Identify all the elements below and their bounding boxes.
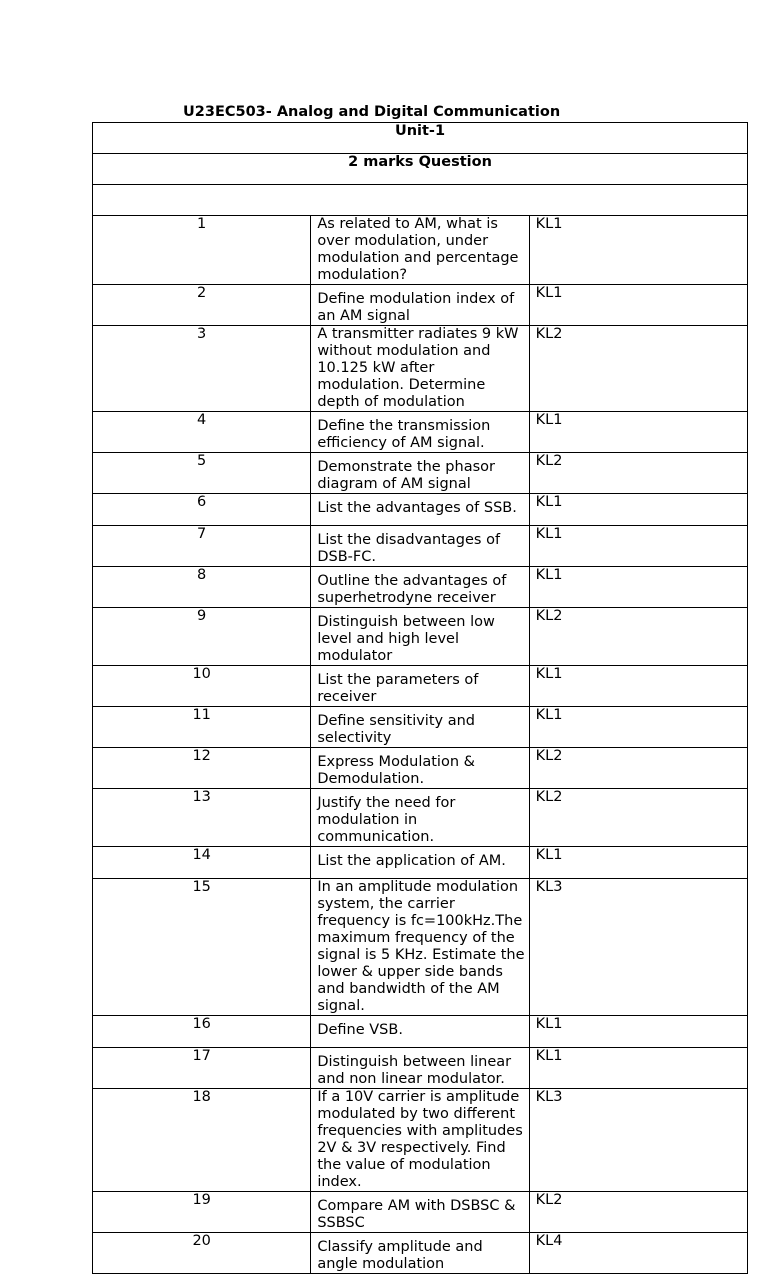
knowledge-level: KL2: [535, 326, 563, 342]
blank-cell: [93, 185, 748, 216]
knowledge-level-cell: [529, 216, 747, 285]
knowledge-level: KL1: [535, 494, 563, 510]
question-text-cell: [311, 879, 529, 1016]
question-number-cell: [93, 216, 311, 285]
question-row: [93, 1089, 748, 1192]
question-number-cell: [93, 494, 311, 526]
question-text-cell: [311, 748, 529, 789]
knowledge-level-cell: [529, 1048, 747, 1089]
question-text: Demonstrate the phasor diagram of AM signal: [317, 459, 495, 492]
question-row: [93, 1016, 748, 1048]
question-list: [93, 216, 748, 1274]
question-row: [93, 285, 748, 326]
knowledge-level: KL2: [535, 1192, 563, 1208]
question-text: List the disadvantages of DSB-FC.: [317, 532, 501, 565]
knowledge-level: KL2: [535, 789, 563, 805]
question-text-cell: [311, 789, 529, 847]
question-number-cell: [93, 879, 311, 1016]
question-number: 10: [192, 666, 211, 682]
question-text-cell: [311, 567, 529, 608]
knowledge-level-cell: [529, 567, 747, 608]
knowledge-level-cell: [529, 285, 747, 326]
question-number-cell: [93, 748, 311, 789]
question-text: Define VSB.: [317, 1022, 403, 1038]
question-text-cell: [311, 1233, 529, 1274]
question-number: 3: [197, 326, 207, 342]
question-number-cell: [93, 1233, 311, 1274]
question-text-cell: [311, 608, 529, 666]
question-number: 1: [197, 216, 207, 232]
question-number-cell: [93, 1192, 311, 1233]
question-text-cell: [311, 526, 529, 567]
knowledge-level-cell: [529, 1016, 747, 1048]
knowledge-level: KL1: [535, 216, 563, 232]
question-text: Define sensitivity and selectivity: [317, 713, 475, 746]
knowledge-level-cell: [529, 847, 747, 879]
question-text: Distinguish between linear and non linear modulator.: [317, 1054, 512, 1087]
blank-row: [93, 185, 748, 216]
knowledge-level: KL3: [535, 1089, 563, 1105]
question-text: In an amplitude modulation system, the carrier frequency is fc=100kHz.The maximum frequency of the signal is 5 KHz. Estimate the lower & upper side bands and bandwidth of the AM signal.: [317, 879, 525, 1014]
knowledge-level-cell: [529, 666, 747, 707]
question-text: List the application of AM.: [317, 853, 506, 869]
unit-label: Unit-1: [394, 123, 446, 139]
question-number-cell: [93, 847, 311, 879]
question-row: [93, 666, 748, 707]
question-text-cell: [311, 847, 529, 879]
question-text-cell: [311, 453, 529, 494]
document-title: U23EC503- Analog and Digital Communication: [183, 104, 561, 120]
knowledge-level: KL2: [535, 453, 563, 469]
question-text: Classify amplitude and angle modulation: [317, 1239, 483, 1272]
knowledge-level-cell: [529, 789, 747, 847]
question-text-cell: [311, 1089, 529, 1192]
knowledge-level-cell: [529, 326, 747, 412]
question-text-cell: [311, 216, 529, 285]
question-text-cell: [311, 707, 529, 748]
question-text-cell: [311, 666, 529, 707]
section-label: 2 marks Question: [348, 154, 492, 170]
knowledge-level: KL1: [535, 567, 563, 583]
question-text-cell: [311, 1192, 529, 1233]
question-text: Define modulation index of an AM signal: [317, 291, 515, 324]
question-row: [93, 1048, 748, 1089]
question-number: 14: [192, 847, 211, 863]
knowledge-level-cell: [529, 1089, 747, 1192]
question-row: [93, 412, 748, 453]
question-number: 19: [192, 1192, 211, 1208]
question-row: [93, 789, 748, 847]
question-number-cell: [93, 326, 311, 412]
knowledge-level-cell: [529, 748, 747, 789]
question-row: [93, 748, 748, 789]
knowledge-level-cell: [529, 608, 747, 666]
knowledge-level: KL1: [535, 1048, 563, 1064]
knowledge-level: KL1: [535, 412, 563, 428]
question-number: 5: [197, 453, 207, 469]
knowledge-level: KL1: [535, 847, 563, 863]
question-text-cell: [311, 412, 529, 453]
knowledge-level-cell: [529, 494, 747, 526]
question-number-cell: [93, 285, 311, 326]
question-text: Define the transmission efficiency of AM signal.: [317, 418, 491, 451]
question-number: 2: [197, 285, 207, 301]
question-row: [93, 608, 748, 666]
question-number: 9: [197, 608, 207, 624]
question-number: 4: [197, 412, 207, 428]
question-number-cell: [93, 1048, 311, 1089]
question-row: [93, 567, 748, 608]
knowledge-level-cell: [529, 412, 747, 453]
question-number-cell: [93, 526, 311, 567]
question-number: 20: [192, 1233, 211, 1249]
question-text-cell: [311, 1048, 529, 1089]
knowledge-level: KL2: [535, 608, 563, 624]
question-number-cell: [93, 1089, 311, 1192]
knowledge-level-cell: [529, 1233, 747, 1274]
knowledge-level: KL1: [535, 1016, 563, 1032]
unit-heading: [93, 123, 748, 154]
question-text: Compare AM with DSBSC & SSBSC: [317, 1198, 516, 1231]
section-heading: [93, 154, 748, 185]
question-table: [92, 122, 748, 1274]
question-row: [93, 494, 748, 526]
knowledge-level: KL1: [535, 707, 563, 723]
unit-row: [93, 123, 748, 154]
question-number: 13: [192, 789, 211, 805]
question-number-cell: [93, 1016, 311, 1048]
question-number-cell: [93, 789, 311, 847]
question-number-cell: [93, 608, 311, 666]
section-row: [93, 154, 748, 185]
knowledge-level: KL2: [535, 748, 563, 764]
question-text: A transmitter radiates 9 kW without modulation and 10.125 kW after modulation. Determine depth of modulation: [317, 326, 519, 410]
question-number: 16: [192, 1016, 211, 1032]
knowledge-level-cell: [529, 879, 747, 1016]
question-number: 18: [192, 1089, 211, 1105]
question-text: List the parameters of receiver: [317, 672, 479, 705]
question-row: [93, 453, 748, 494]
question-text-cell: [311, 1016, 529, 1048]
question-text: Justify the need for modulation in communication.: [317, 795, 456, 845]
knowledge-level: KL3: [535, 879, 563, 895]
question-row: [93, 326, 748, 412]
question-text: Distinguish between low level and high level modulator: [317, 614, 495, 664]
question-text-cell: [311, 494, 529, 526]
question-number: 15: [192, 879, 211, 895]
knowledge-level: KL1: [535, 666, 563, 682]
question-row: [93, 526, 748, 567]
question-text-cell: [311, 285, 529, 326]
question-text-cell: [311, 326, 529, 412]
question-number: 12: [192, 748, 211, 764]
question-row: [93, 707, 748, 748]
question-number: 7: [197, 526, 207, 542]
question-row: [93, 216, 748, 285]
question-number-cell: [93, 453, 311, 494]
question-number-cell: [93, 412, 311, 453]
knowledge-level-cell: [529, 1192, 747, 1233]
question-number: 6: [197, 494, 207, 510]
knowledge-level-cell: [529, 453, 747, 494]
question-text: Outline the advantages of superhetrodyne receiver: [317, 573, 507, 606]
question-row: [93, 1192, 748, 1233]
question-row: [93, 1233, 748, 1274]
knowledge-level: KL4: [535, 1233, 563, 1249]
question-text: Express Modulation & Demodulation.: [317, 754, 475, 787]
question-number: 11: [192, 707, 211, 723]
question-number-cell: [93, 666, 311, 707]
question-number-cell: [93, 707, 311, 748]
question-text: As related to AM, what is over modulation, under modulation and percentage modulation?: [317, 216, 519, 283]
question-row: [93, 847, 748, 879]
question-row: [93, 879, 748, 1016]
question-number-cell: [93, 567, 311, 608]
knowledge-level-cell: [529, 526, 747, 567]
question-text: If a 10V carrier is amplitude modulated by two different frequencies with amplitudes 2V & 3V respectively. Find the value of modulation index.: [317, 1089, 523, 1190]
question-text: List the advantages of SSB.: [317, 500, 517, 516]
question-number: 17: [192, 1048, 211, 1064]
knowledge-level: KL1: [535, 285, 563, 301]
knowledge-level: KL1: [535, 526, 563, 542]
question-number: 8: [197, 567, 207, 583]
knowledge-level-cell: [529, 707, 747, 748]
